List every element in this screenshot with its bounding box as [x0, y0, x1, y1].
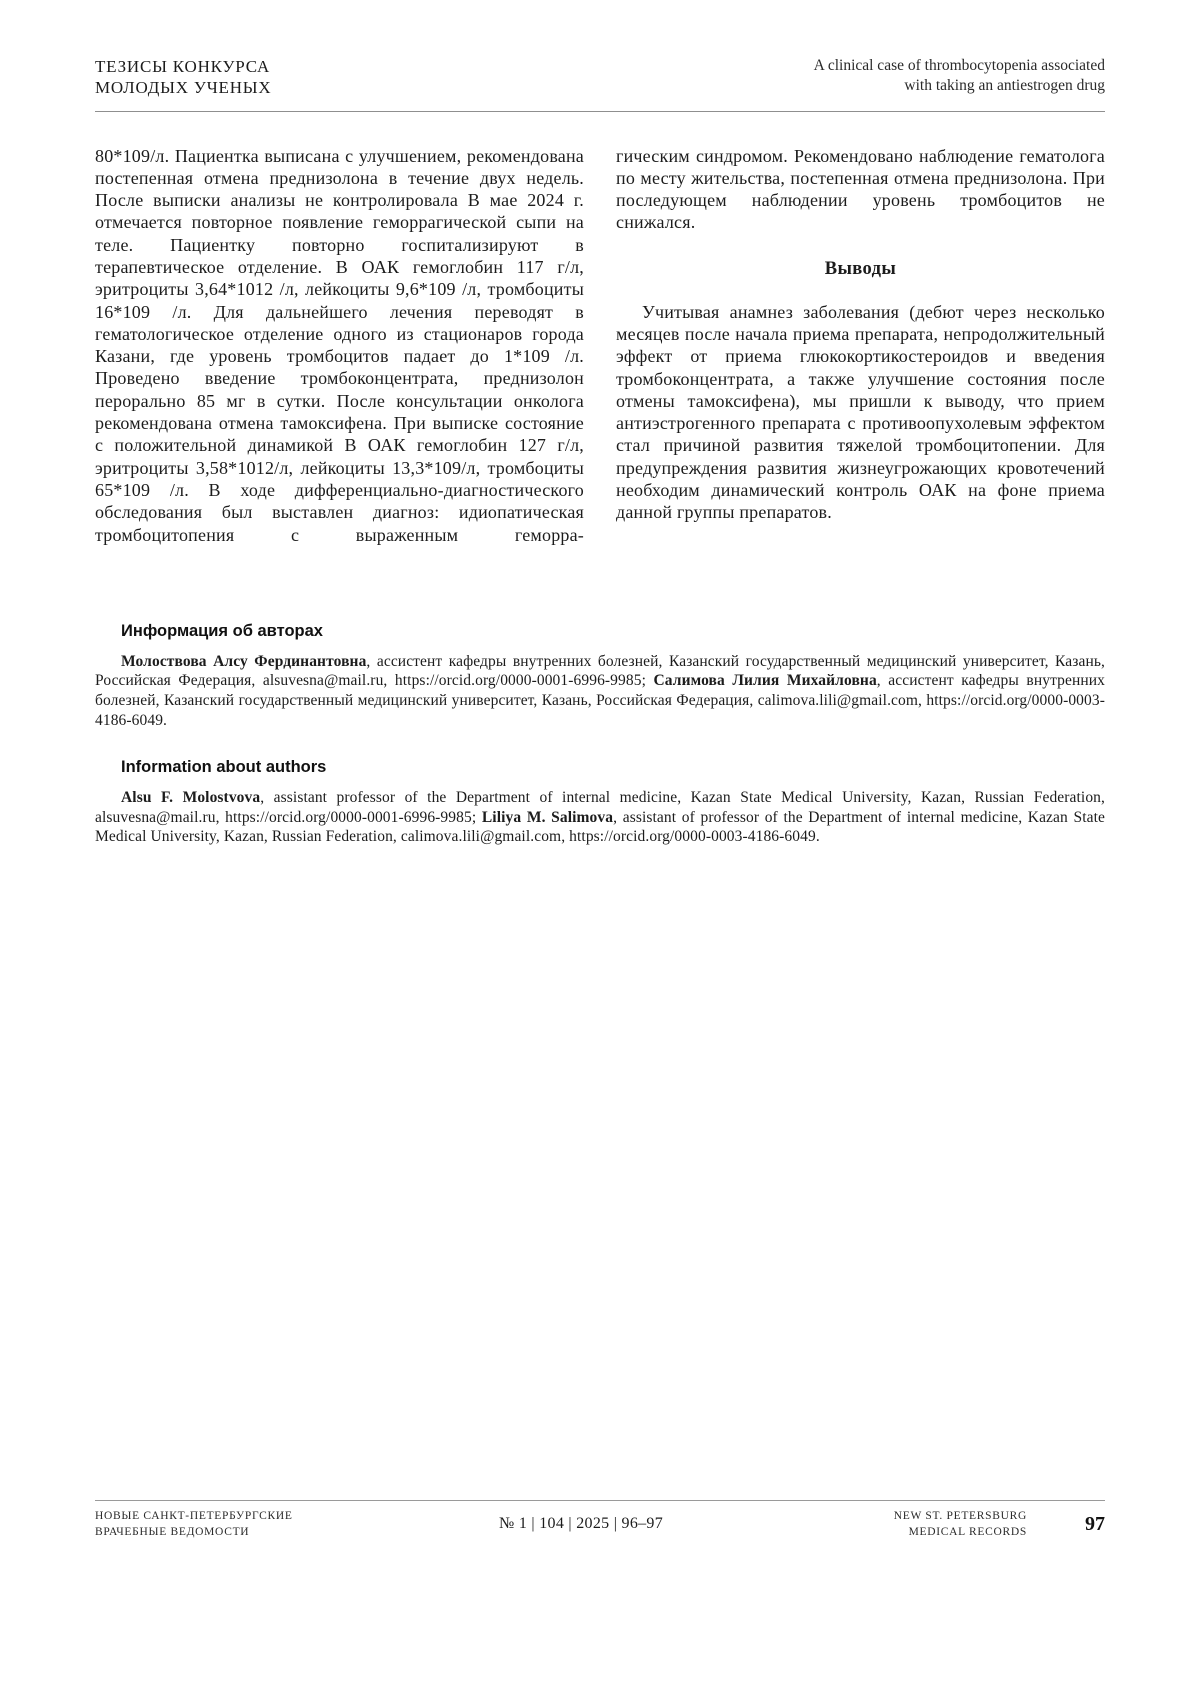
article-title-en — [814, 56, 1105, 96]
author-details-en-1: , assistant professor of the Department of internal medicine, Kazan State Medical University, Kazan, Russian Federation, alsuvesna@mail.ru, https://orcid.org/0000-0001-6996-9985; — [95, 789, 1106, 826]
right-column — [616, 145, 1105, 546]
author-name-ru-2: Салимова Лилия Михайловна — [653, 672, 877, 690]
authors-heading-en: Information about authors — [121, 758, 327, 777]
journal-name-en-line2: MEDICAL RECORDS — [908, 1526, 1027, 1539]
author-details-ru-2: , ассистент кафедры внутренних болезней, Казанский государственный медицинский университет, Казань, Российская Федерация, calimova.lili@gmail.com, https://orcid.org/0000-0003-4186-6049. — [95, 672, 1106, 729]
journal-name-ru-line2: ВРАЧЕБНЫЕ ВЕДОМОСТИ — [95, 1526, 250, 1539]
article-body — [95, 145, 1105, 546]
section-title-line1: ТЕЗИСЫ КОНКУРСА — [95, 57, 271, 76]
issue-info: № 1 | 104 | 2025 | 96–97 — [498, 1515, 664, 1533]
article-title-line2: with taking an antiestrogen drug — [904, 77, 1105, 95]
author-details-ru-1: , ассистент кафедры внутренних болезней, Казанский государственный медицинский университет, Казань, Российская Федерация, alsuvesna@mail.ru, https://orcid.org/0000-0001-6996-9985; — [95, 652, 1105, 690]
section-title-line2: МОЛОДЫХ УЧЕНЫХ — [95, 78, 272, 98]
authors-info-ru — [95, 622, 1105, 730]
conclusions-heading: Выводы — [824, 258, 897, 279]
footer-row — [95, 1508, 1105, 1540]
left-column — [95, 145, 584, 546]
authors-heading-ru: Информация об авторах — [121, 621, 323, 640]
author-name-en-2: Liliya M. Salimova — [481, 808, 614, 826]
page-header — [95, 0, 1105, 112]
author-name-en-1: Alsu F. Molostvova — [121, 789, 261, 807]
journal-name-en — [797, 1508, 1027, 1540]
article-title-line1: A clinical case of thrombocytopenia associated — [813, 57, 1105, 74]
page-number: 97 — [1085, 1512, 1105, 1535]
conclusions-paragraph: Учитывая анамнез заболевания (дебют через несколько месяцев после начала приема препарата, непродолжительный эффект от приема глюкокортикостероидов и введения тромбоконцентрата, а также улучшение состояния после отмены тамоксифена), мы пришли к выводу, что прием антиэстрогенного препарата с противоопухолевым эффектом стал причиной развития тяжелой тромбоцитопении. Для предупреждения развития жизнеугрожающих кровотечений необходим динамический контроль ОАК на фоне приема данной группы препаратов. — [616, 301, 1105, 523]
body-paragraph-right: гическим синдромом. Рекомендовано наблюдение гематолога по месту жительства, постепенная отмена преднизолона. При последующем наблюдении уровень тромбоцитов не снижался. — [616, 145, 1105, 233]
journal-name-ru-line1: НОВЫЕ САНКТ-ПЕТЕРБУРГСКИЕ — [95, 1510, 293, 1522]
body-paragraph-left: 80*109/л. Пациентка выписана с улучшением, рекомендована постепенная отмена преднизолона в течение двух недель. После выписки анализы не контролировала В мае 2024 г. отмечается повторное появление геморрагической сыпи на теле. Пациентку повторно госпитализируют в терапевтическое отделение. В ОАК гемоглобин 117 г/л, эритроциты 3,64*1012 /л, лейкоциты 9,6*109 /л, тромбоциты 16*109 /л. Для дальнейшего лечения переводят в гематологическое отделение одного из стационаров города Казани, где уровень тромбоцитов падает до 1*109 /л. Проведено введение тромбоконцентрата, преднизолон перорально 85 мг в сутки. После консультации онколога рекомендована отмена тамоксифена. При выписке состояние с положительной динамикой В ОАК гемоглобин 127 г/л, эритроциты 3,58*1012/л, лейкоциты 13,3*109/л, тромбоциты 65*109 /л. В ходе дифференциально-диагностического обследования был выставлен диагноз: идиопатическая тромбоцитопения с выраженным геморра- — [95, 145, 584, 545]
authors-info-en — [95, 758, 1105, 847]
journal-name-ru — [95, 1508, 365, 1540]
page-footer — [95, 1500, 1105, 1540]
section-title — [95, 56, 272, 99]
authors-paragraph-ru — [95, 652, 1105, 730]
authors-paragraph-en — [95, 788, 1105, 847]
author-details-en-2: , assistant of professor of the Department of internal medicine, Kazan State Medical University, Kazan, Russian Federation, calimova.lili@gmail.com, https://orcid.org/0000-0003-4186-6049. — [95, 808, 1105, 846]
author-name-ru-1: Молоствова Алсу Фердинантовна — [121, 652, 367, 670]
journal-name-en-line1: NEW ST. PETERSBURG — [893, 1510, 1027, 1522]
